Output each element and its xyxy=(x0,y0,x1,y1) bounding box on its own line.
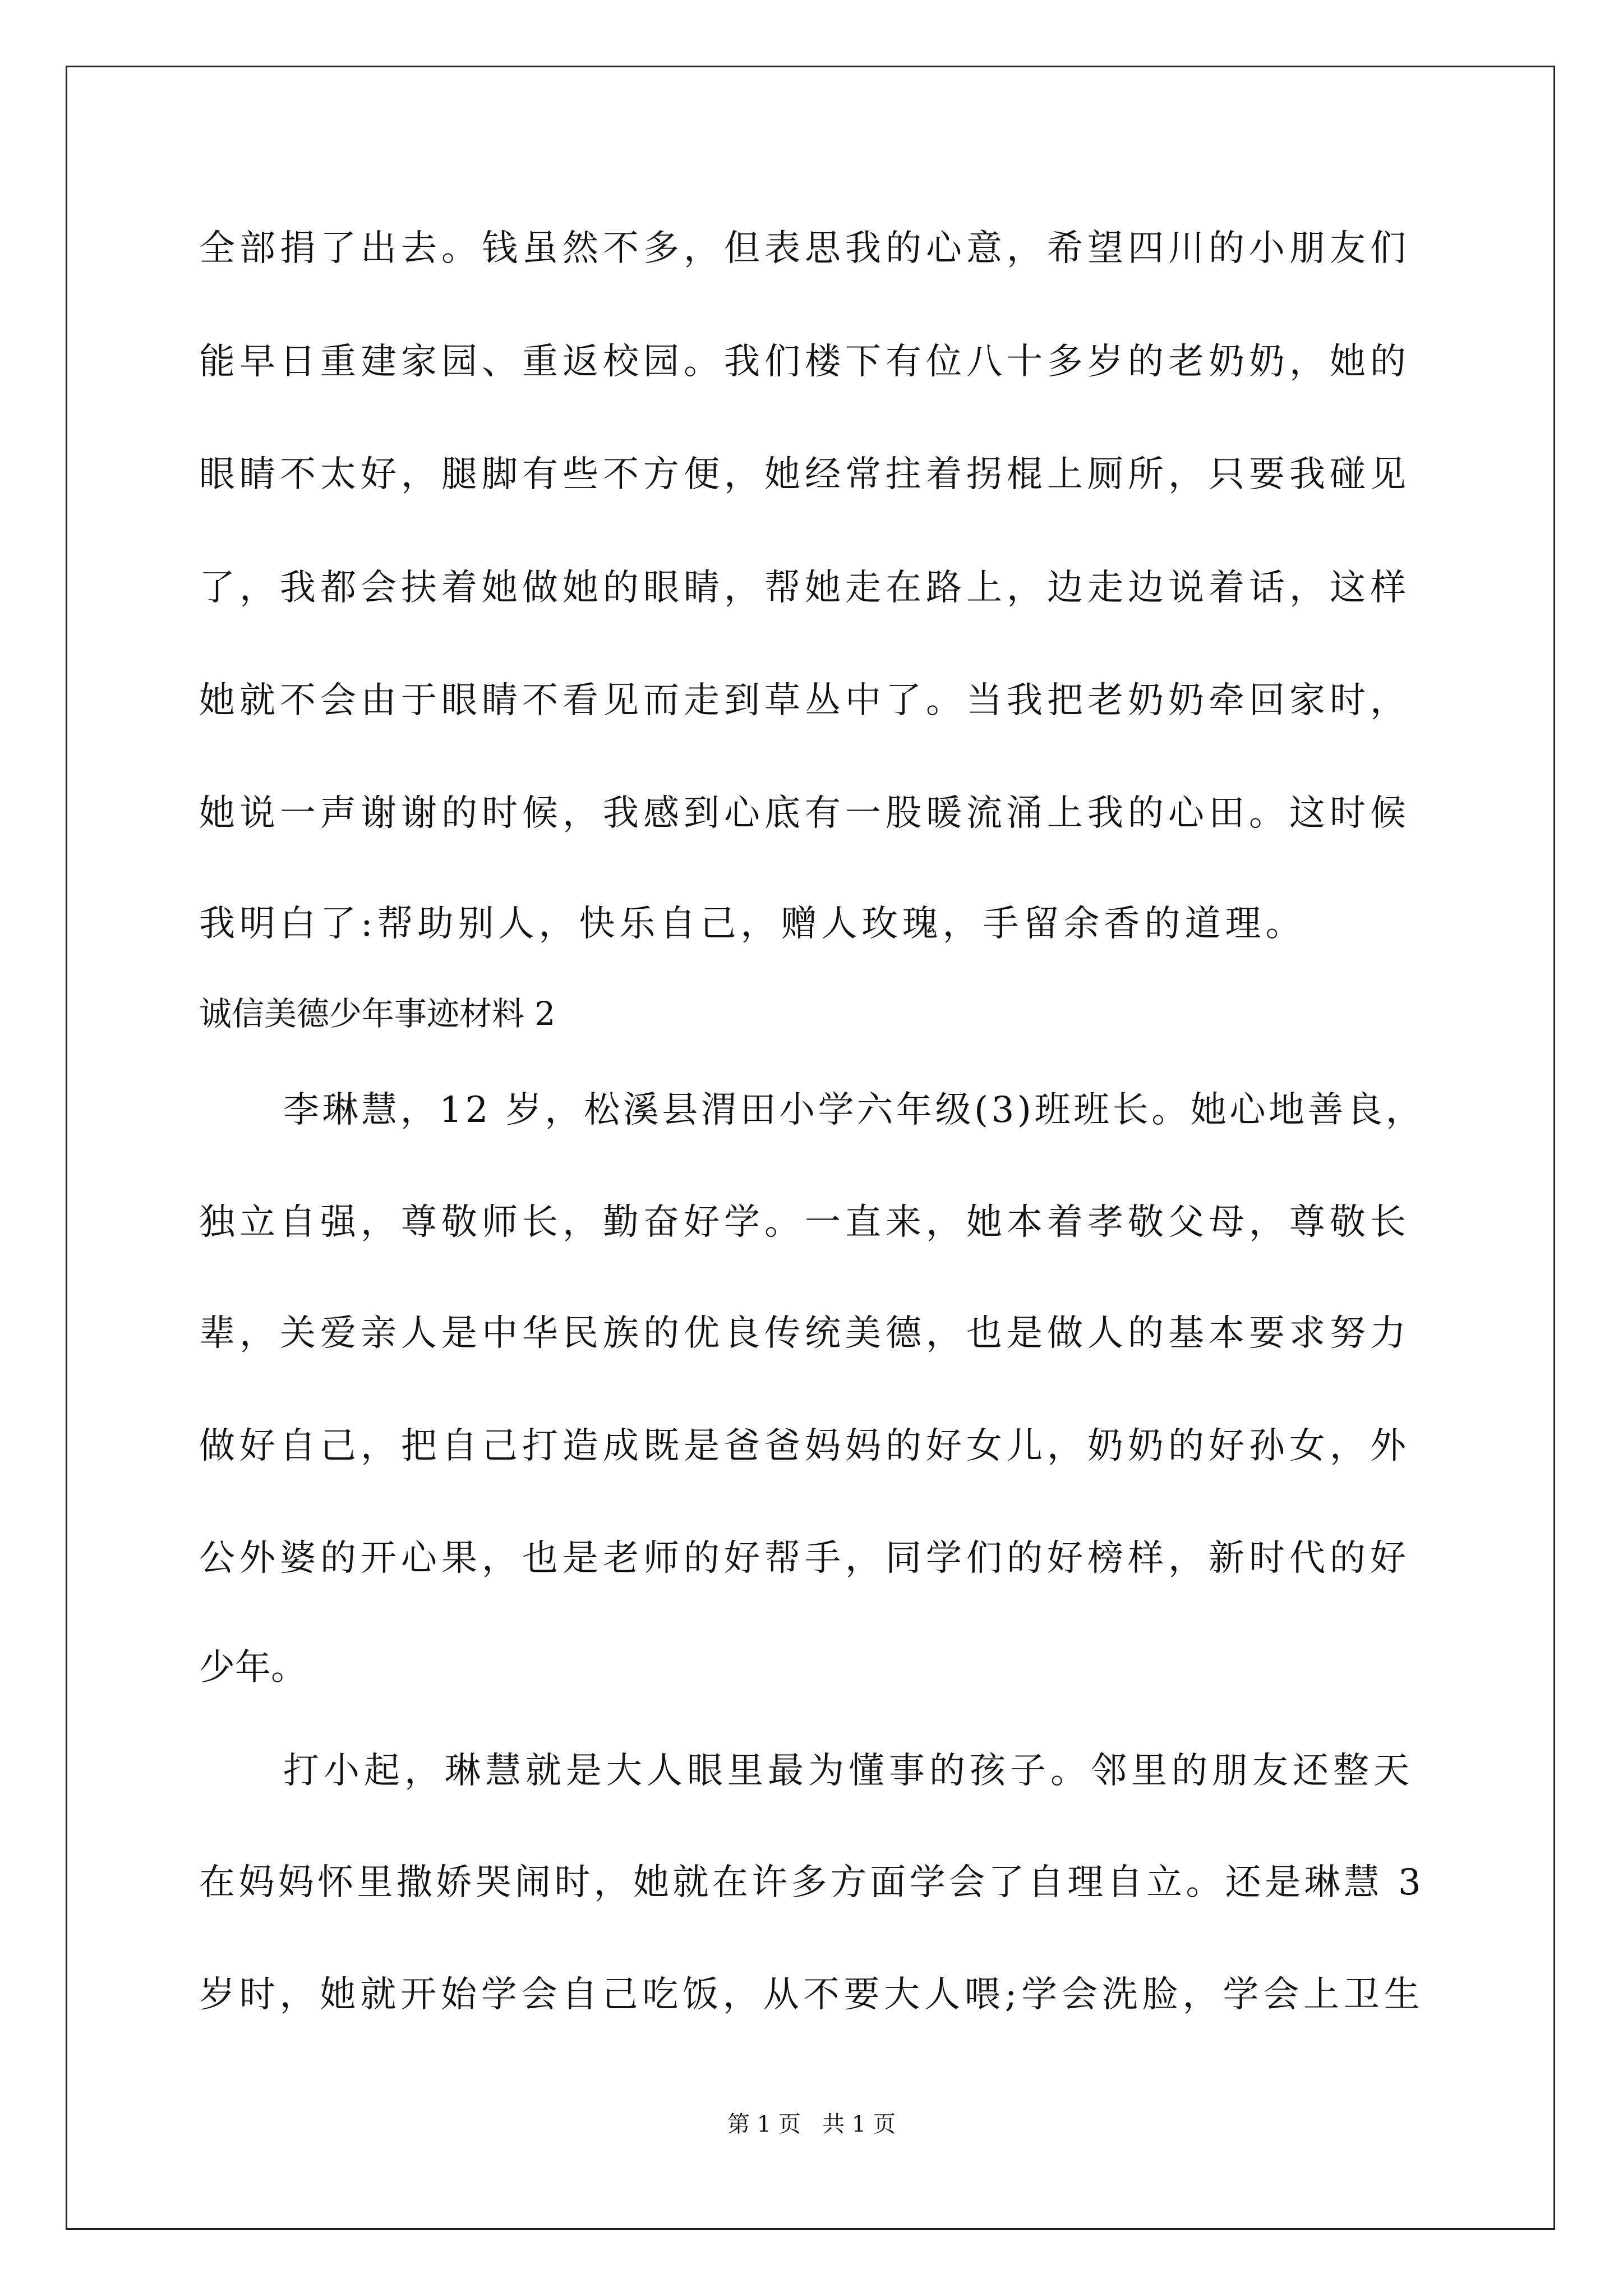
paragraph-line: 公外婆的开心果，也是老师的好帮手，同学们的好榜样，新时代的好 xyxy=(199,1538,1410,1579)
paragraph-line: 她说一声谢谢的时候，我感到心底有一股暖流涌上我的心田。这时候 xyxy=(199,793,1410,834)
paragraph-line: 能早日重建家园、重返校园。我们楼下有位八十多岁的老奶奶，她的 xyxy=(199,341,1410,383)
paragraph-line: 她就不会由于眼睛不看见而走到草丛中了。当我把老奶奶牵回家时， xyxy=(199,680,1410,721)
paragraph-line: 少年。 xyxy=(199,1647,307,1688)
paragraph-line: 我明白了:帮助别人，快乐自己，赠人玫瑰，手留余香的道理。 xyxy=(199,903,1306,945)
paragraph-line: 全部捐了出去。钱虽然不多，但表思我的心意，希望四川的小朋友们 xyxy=(199,228,1410,269)
paragraph-line: 了，我都会扶着她做她的眼睛，帮她走在路上，边走边说着话，这样 xyxy=(199,567,1410,609)
paragraph-line: 李琳慧，12 岁，松溪县渭田小学六年级(3)班班长。她心地善良， xyxy=(283,1089,1425,1131)
paragraph-line: 在妈妈怀里撒娇哭闹时，她就在许多方面学会了自理自立。还是琳慧 3 xyxy=(199,1862,1425,1903)
section-title: 诚信美德少年事迹材料 2 xyxy=(199,995,556,1033)
paragraph-line: 做好自己，把自己打造成既是爸爸妈妈的好女儿，奶奶的好孙女，外 xyxy=(199,1425,1410,1467)
page-footer: 第 1 页 共 1 页 xyxy=(727,2111,896,2137)
paragraph-line: 岁时，她就开始学会自己吃饭，从不要大人喂;学会洗脸，学会上卫生 xyxy=(199,1974,1424,2016)
paragraph-line: 打小起，琳慧就是大人眼里最为懂事的孩子。邻里的朋友还整天 xyxy=(283,1750,1414,1792)
paragraph-line: 眼睛不太好，腿脚有些不方便，她经常拄着拐棍上厕所，只要我碰见 xyxy=(199,454,1410,495)
paragraph-line: 独立自强，尊敬师长，勤奋好学。一直来，她本着孝敬父母，尊敬长 xyxy=(199,1202,1410,1243)
paragraph-line: 辈，关爱亲人是中华民族的优良传统美德，也是做人的基本要求努力 xyxy=(199,1313,1410,1354)
page-border xyxy=(66,66,1555,2230)
